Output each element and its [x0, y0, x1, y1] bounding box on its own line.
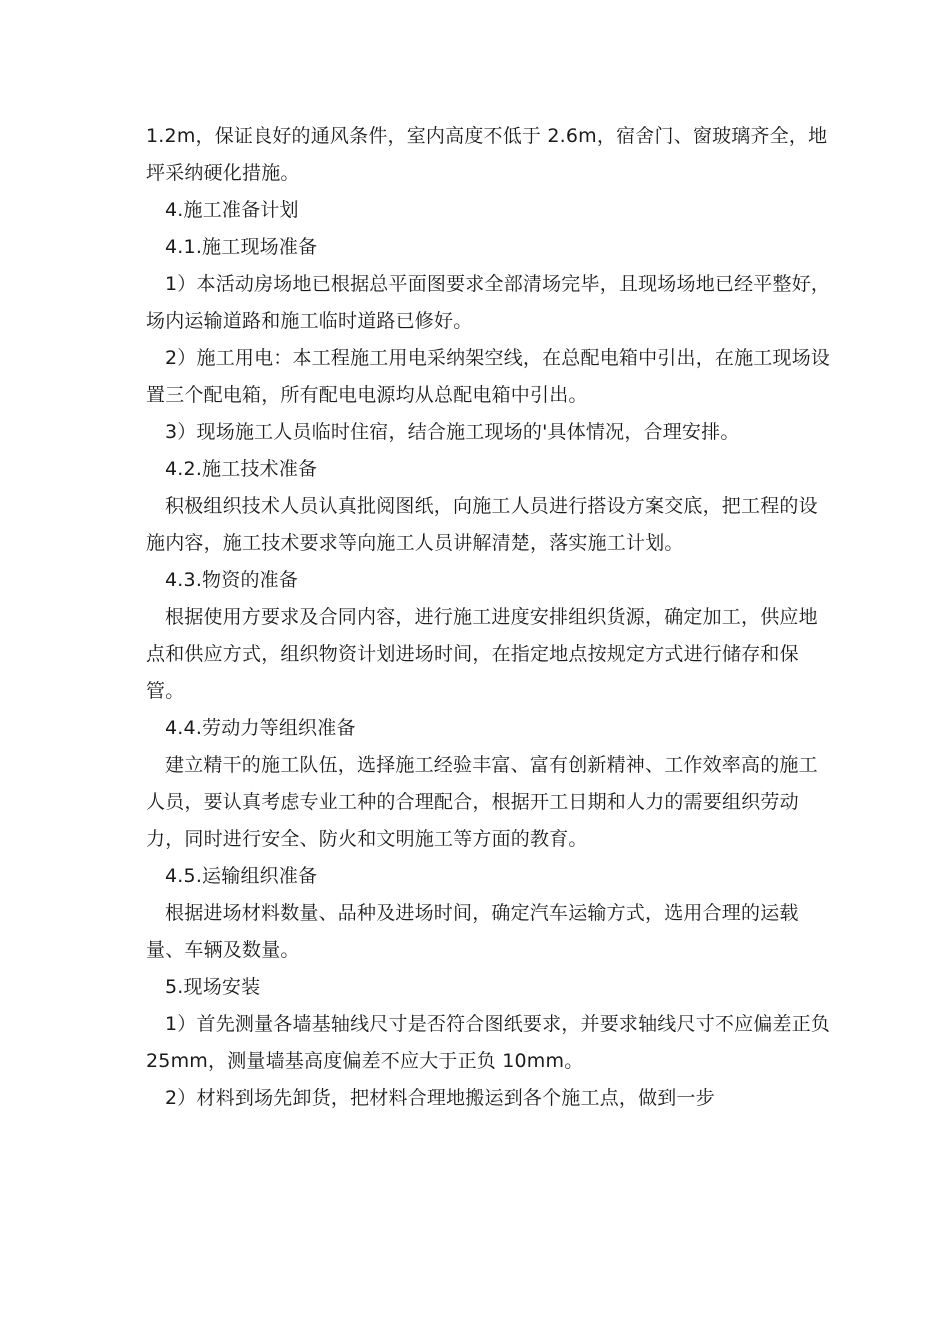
paragraph-material-unloading: 2）材料到场先卸货，把材料合理地搬运到各个施工点，做到一步 — [165, 1087, 715, 1109]
paragraph-material-preparation: 根据使用方要求及合同内容，进行施工进度安排组织货源，确定加工，供应地点和供应方式，组织物资计划进场时间，在指定地点按规定方式进行储存和保管。 — [146, 606, 818, 702]
paragraph-worker-housing: 3）现场施工人员临时住宿，结合施工现场的'具体情况，合理安排。 — [165, 421, 740, 443]
heading-construction-preparation-plan: 4.施工准备计划 — [165, 199, 299, 221]
paragraph-continuation: 1.2m，保证良好的通风条件，室内高度不低于 2.6m，宿舍门、窗玻璃齐全，地坪采纳硬化措施。 — [146, 125, 828, 184]
paragraph-construction-power: 2）施工用电：本工程施工用电采纳架空线，在总配电箱中引出，在施工现场设置三个配电箱，所有配电电源均从总配电箱中引出。 — [146, 347, 831, 406]
paragraph-transport-preparation: 根据进场材料数量、品种及进场时间，确定汽车运输方式，选用合理的运载量、车辆及数量。 — [146, 902, 799, 961]
heading-technical-preparation: 4.2.施工技术准备 — [165, 458, 318, 480]
paragraph-technical-preparation: 积极组织技术人员认真批阅图纸，向施工人员进行搭设方案交底，把工程的设施内容，施工技术要求等向施工人员讲解清楚，落实施工计划。 — [146, 495, 818, 554]
heading-transport-preparation: 4.5.运输组织准备 — [165, 865, 318, 887]
heading-labor-preparation: 4.4.劳动力等组织准备 — [165, 717, 356, 739]
heading-site-preparation: 4.1.施工现场准备 — [165, 236, 318, 258]
document-body — [146, 118, 834, 1117]
paragraph-labor-preparation: 建立精干的施工队伍，选择施工经验丰富、富有创新精神、工作效率高的施工人员，要认真考虑专业工种的合理配合，根据开工日期和人力的需要组织劳动力，同时进行安全、防火和文明施工等方面的教育。 — [146, 754, 818, 850]
paragraph-site-cleared: 1）本活动房场地已根据总平面图要求全部清场完毕，且现场场地已经平整好，场内运输道路和施工临时道路已修好。 — [146, 273, 831, 332]
heading-material-preparation: 4.3.物资的准备 — [165, 569, 299, 591]
paragraph-axis-measurement: 1）首先测量各墙基轴线尺寸是否符合图纸要求，并要求轴线尺寸不应偏差正负 25mm，测量墙基高度偏差不应大于正负 10mm。 — [146, 1013, 831, 1072]
heading-site-installation: 5.现场安装 — [165, 976, 261, 998]
